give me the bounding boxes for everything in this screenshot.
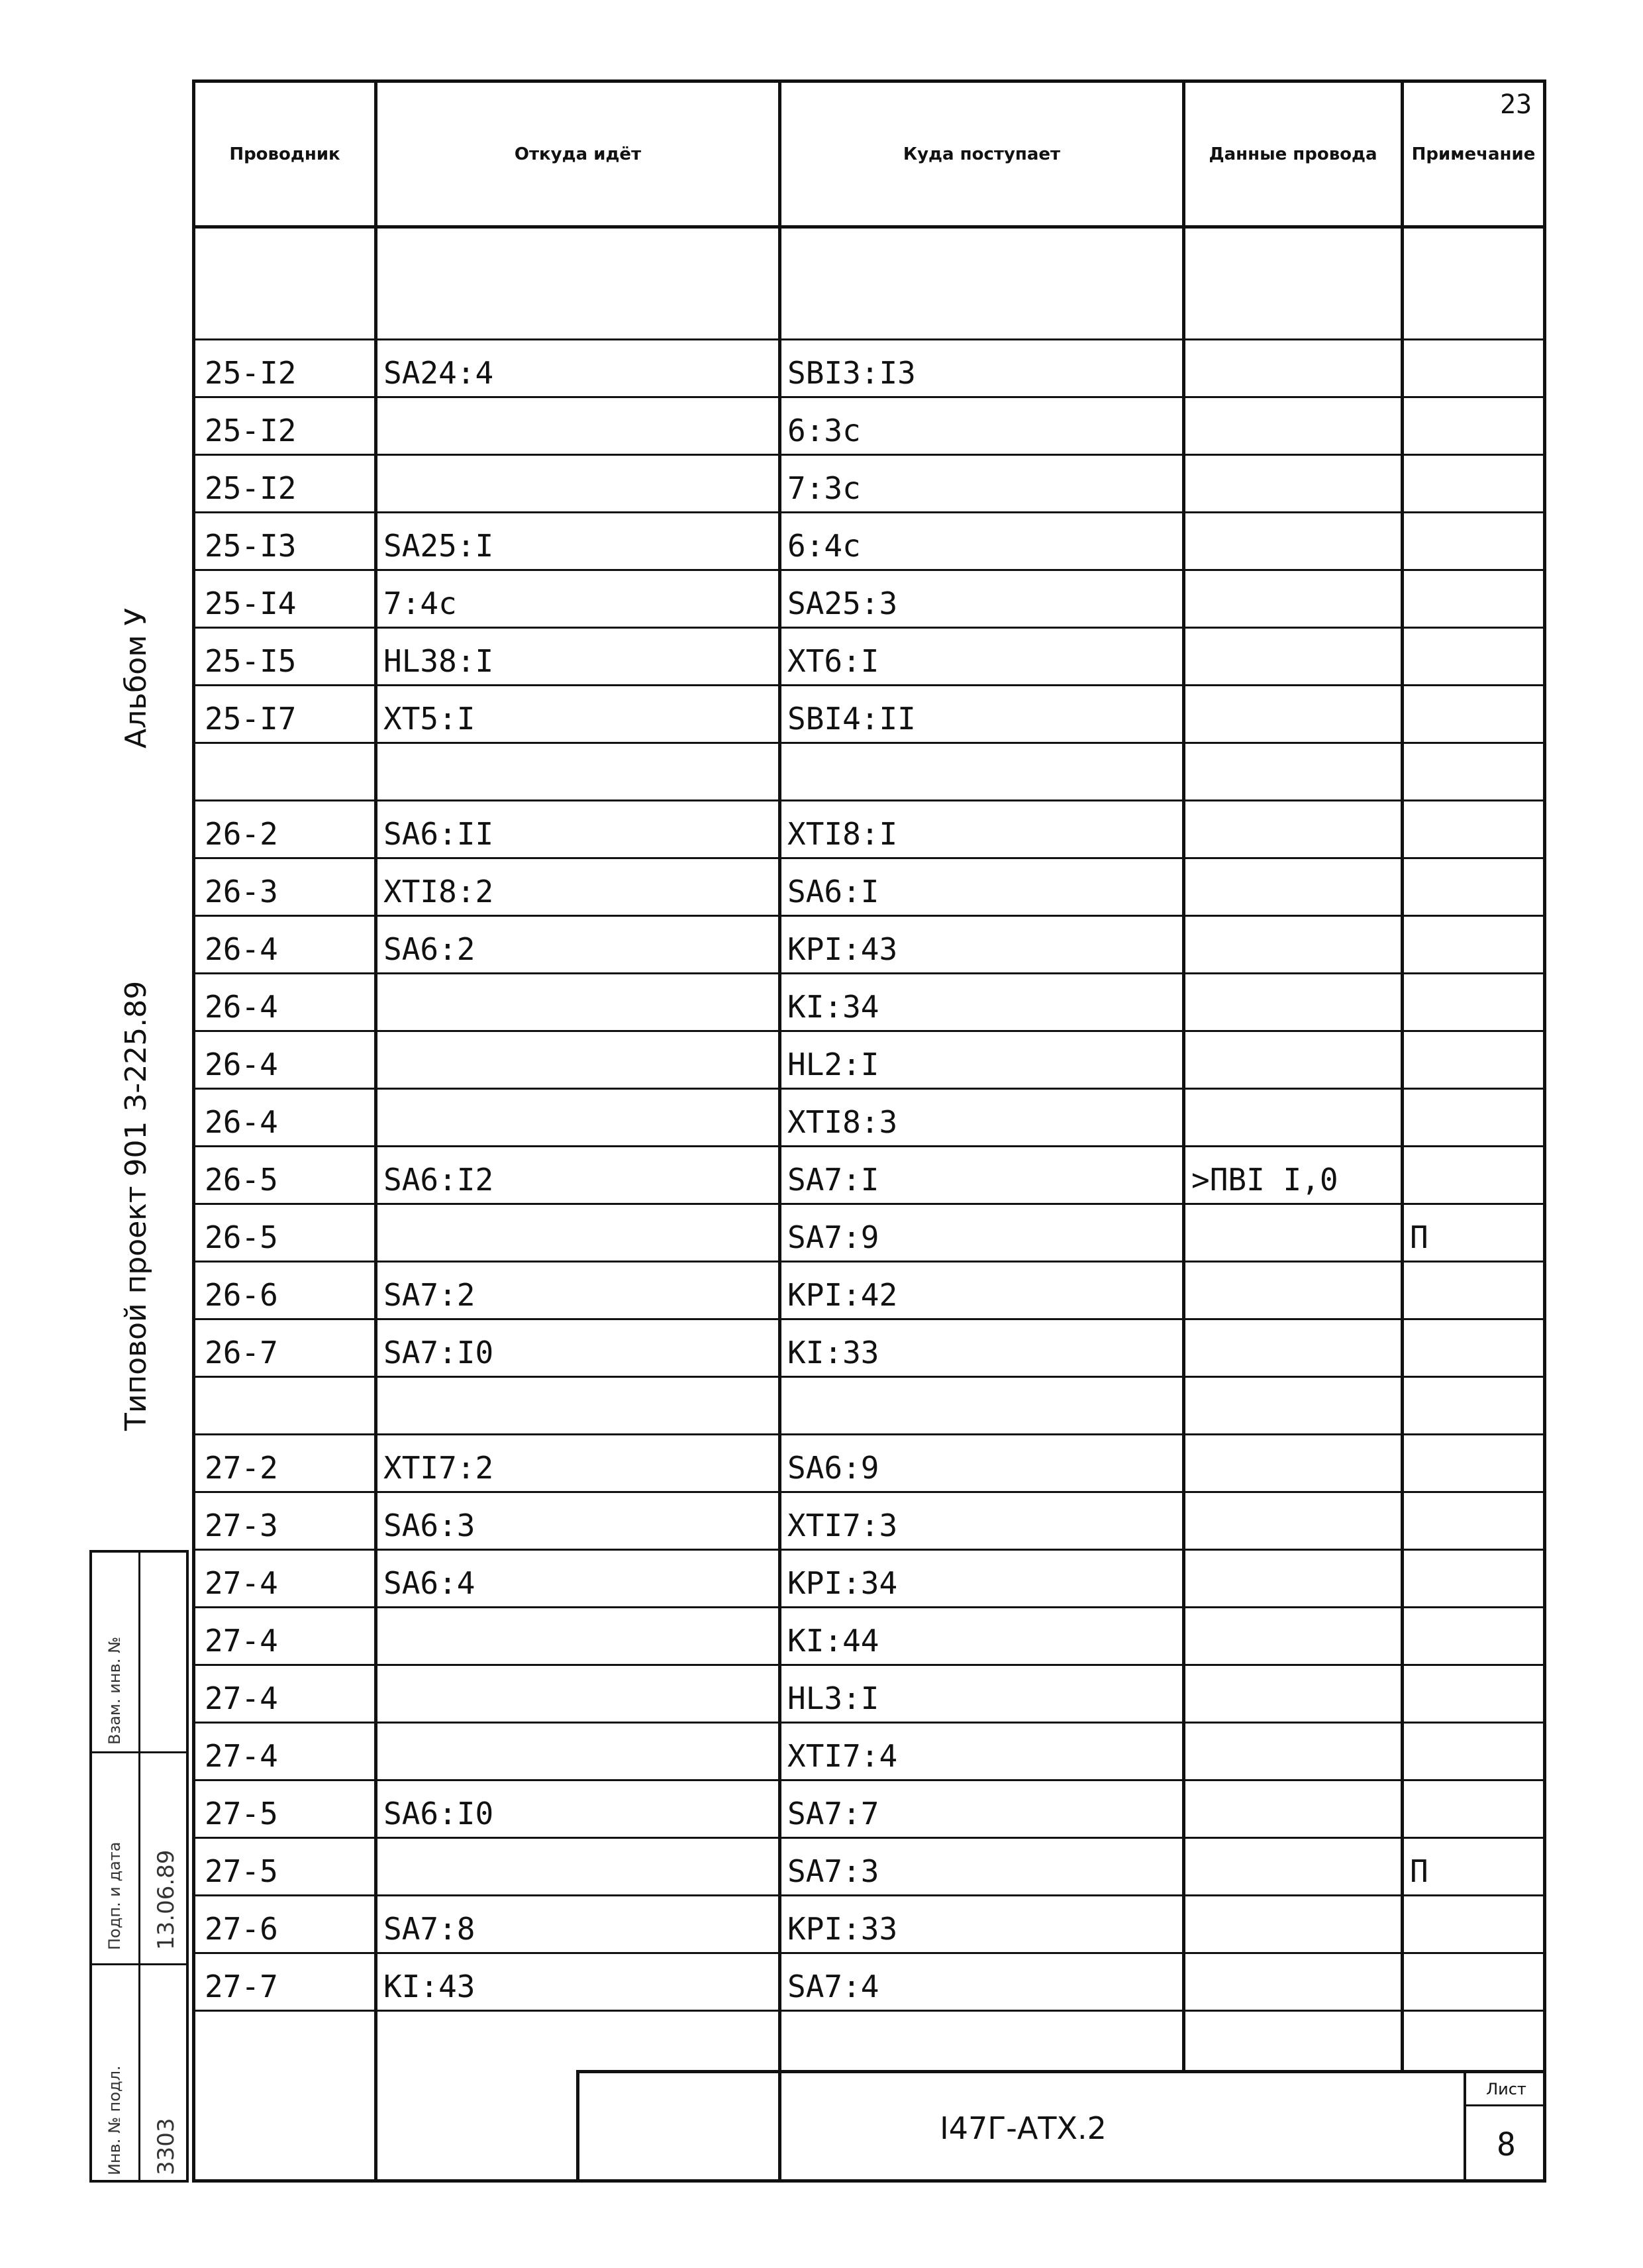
- cell-wire: 26-5: [205, 1219, 278, 1255]
- cell-note: [1401, 571, 1543, 627]
- cell-wire: 27-6: [205, 1911, 278, 1947]
- cell-data: [1182, 571, 1401, 627]
- cell-from: SA7:I0: [383, 1335, 494, 1370]
- cell-from: XTI8:2: [383, 874, 494, 909]
- cell-note: [1401, 1896, 1543, 1952]
- cell-wire: 26-4: [205, 1104, 278, 1140]
- cell-to: SA25:3: [787, 586, 898, 621]
- header-wire: Проводник: [195, 83, 377, 225]
- cell-note: [1401, 1320, 1543, 1376]
- cell-note: [1401, 513, 1543, 569]
- cell-wire: 25-I2: [205, 470, 297, 506]
- table-row: [195, 1493, 1543, 1551]
- cell-note: [1401, 801, 1543, 857]
- cell-to: HL3:I: [787, 1680, 879, 1716]
- cell-wire: 26-7: [205, 1335, 278, 1370]
- cell-data: [1182, 917, 1401, 972]
- table-row: [195, 1263, 1543, 1320]
- cell-data: [1182, 686, 1401, 742]
- cell-wire: 26-4: [205, 989, 278, 1025]
- cell-wire: 27-2: [205, 1450, 278, 1486]
- cell-note: [1401, 340, 1543, 396]
- page-number: 23: [1500, 89, 1532, 120]
- cell-from: [374, 1724, 778, 1779]
- cell-note: [1401, 859, 1543, 915]
- cell-to: XTI7:3: [787, 1508, 898, 1543]
- cell-to: XTI7:4: [787, 1738, 898, 1774]
- cell-wire: 26-5: [205, 1162, 278, 1198]
- cell-from: [374, 1839, 778, 1894]
- cell-to: KPI:42: [787, 1277, 898, 1313]
- cell-from: SA6:3: [383, 1508, 475, 1543]
- table-row: [195, 1320, 1543, 1378]
- cell-data: [1182, 1551, 1401, 1606]
- table-row: [195, 1551, 1543, 1608]
- cell-data: [1182, 1666, 1401, 1722]
- cell-data: [1182, 513, 1401, 569]
- cell-wire: 27-4: [205, 1680, 278, 1716]
- cell-from: SA6:4: [383, 1565, 475, 1601]
- cell-to: 6:3c: [787, 413, 861, 448]
- cell-from: SA7:2: [383, 1277, 475, 1313]
- table-row: [195, 340, 1543, 398]
- cell-to: XT6:I: [787, 643, 879, 679]
- table-row: [195, 1378, 1543, 1435]
- cell-data: [1182, 1896, 1401, 1952]
- cell-note: П: [1410, 1219, 1428, 1255]
- cell-wire: 26-3: [205, 874, 278, 909]
- cell-data: [1182, 1839, 1401, 1894]
- cell-from: 7:4c: [383, 586, 457, 621]
- table-row: [195, 801, 1543, 859]
- cell-to: 7:3c: [787, 470, 861, 506]
- project-label: Типовой проект 901 3-225.89: [119, 980, 153, 1431]
- header-data: Данные провода: [1185, 83, 1404, 225]
- cell-wire: [195, 744, 374, 799]
- stamp-divider: [92, 1751, 186, 1753]
- table-row: [195, 1781, 1543, 1839]
- cell-to: KI:34: [787, 989, 879, 1025]
- cell-data: [1182, 1263, 1401, 1318]
- table-row: [195, 398, 1543, 456]
- sheet-label: Лист: [1466, 2073, 1546, 2106]
- table-row: [195, 1205, 1543, 1263]
- cell-note: [1401, 974, 1543, 1030]
- cell-from: SA6:2: [383, 931, 475, 967]
- header-note: Примечание: [1411, 144, 1536, 164]
- stamp-inv-number: 3303: [153, 2118, 179, 2175]
- cell-from: [374, 974, 778, 1030]
- cell-data: [1182, 859, 1401, 915]
- sheet-box: [1464, 2073, 1546, 2183]
- cell-data: [1182, 225, 1401, 338]
- cell-wire: 26-2: [205, 816, 278, 852]
- cell-wire: 25-I4: [205, 586, 297, 621]
- cell-to: XTI8:I: [787, 816, 898, 852]
- cell-from: [374, 1378, 778, 1433]
- table-row: [195, 1666, 1543, 1724]
- cell-to: SA7:I: [787, 1162, 879, 1198]
- cell-to: SA7:9: [787, 1219, 879, 1255]
- cell-from: [374, 456, 778, 511]
- cell-data: [1182, 974, 1401, 1030]
- stamp-sign-label: Подп. и дата: [105, 1841, 124, 1950]
- cell-note: П: [1410, 1853, 1428, 1889]
- cell-to: KI:44: [787, 1623, 879, 1659]
- cell-from: SA7:8: [383, 1911, 475, 1947]
- stamp-divider: [92, 1963, 186, 1965]
- cell-data: [1182, 1493, 1401, 1549]
- cell-note: [1401, 744, 1543, 799]
- cell-data: [1182, 1954, 1401, 2010]
- title-block: [576, 2070, 1546, 2183]
- sheet-number: 8: [1497, 2126, 1516, 2163]
- column-divider: [1182, 225, 1185, 2073]
- cell-data: [1182, 456, 1401, 511]
- cell-note: [1401, 1666, 1543, 1722]
- cell-from: [374, 1205, 778, 1261]
- table-row: [195, 686, 1543, 744]
- cell-from: [374, 225, 778, 338]
- cell-from: [374, 1032, 778, 1088]
- table-row: [195, 1435, 1543, 1493]
- cell-data: [1182, 1032, 1401, 1088]
- cell-note: [1401, 1493, 1543, 1549]
- cell-wire: 26-6: [205, 1277, 278, 1313]
- cell-note: [1401, 456, 1543, 511]
- cell-from: XTI7:2: [383, 1450, 494, 1486]
- cell-note: [1401, 1724, 1543, 1779]
- cell-data: [1182, 1435, 1401, 1491]
- cell-from: XT5:I: [383, 701, 475, 737]
- cell-wire: [195, 1378, 374, 1433]
- cell-wire: 25-I5: [205, 643, 297, 679]
- cell-to: [778, 744, 1182, 799]
- cell-to: SBI3:I3: [787, 355, 916, 391]
- cell-from: SA24:4: [383, 355, 494, 391]
- approval-stamp: [89, 1550, 189, 2183]
- cell-to: KI:33: [787, 1335, 879, 1370]
- table-row: [195, 571, 1543, 629]
- cell-data: [1182, 340, 1401, 396]
- cell-wire: 25-I2: [205, 355, 297, 391]
- cell-to: KPI:33: [787, 1911, 898, 1947]
- table-row: [195, 513, 1543, 571]
- cell-note: [1401, 1032, 1543, 1088]
- cell-data: [1182, 398, 1401, 454]
- cell-data: >ПВI I,0: [1191, 1162, 1338, 1198]
- cell-from: [374, 744, 778, 799]
- cell-note: [1401, 398, 1543, 454]
- cell-to: SA7:4: [787, 1969, 879, 2004]
- table-row: [195, 917, 1543, 974]
- table-row: [195, 1896, 1543, 1954]
- cell-wire: 27-5: [205, 1796, 278, 1831]
- cell-from: [374, 1666, 778, 1722]
- cell-note: [1401, 1090, 1543, 1145]
- stamp-divider: [138, 1553, 140, 2180]
- cell-from: HL38:I: [383, 643, 494, 679]
- cell-note: [1401, 1263, 1543, 1318]
- cell-data: [1182, 1781, 1401, 1837]
- cell-wire: 27-4: [205, 1623, 278, 1659]
- header-to: Куда поступает: [781, 83, 1185, 225]
- stamp-sign-date: 13.06.89: [153, 1849, 179, 1950]
- cell-wire: [195, 225, 374, 338]
- cell-from: KI:43: [383, 1969, 475, 2004]
- cell-note: [1401, 1147, 1543, 1203]
- cell-note: [1401, 1551, 1543, 1606]
- cell-data: [1182, 1205, 1401, 1261]
- wiring-table: [192, 79, 1546, 2183]
- cell-note: [1401, 225, 1543, 338]
- column-divider: [778, 225, 781, 2183]
- cell-data: [1182, 1090, 1401, 1145]
- cell-data: [1182, 1320, 1401, 1376]
- cell-data: [1182, 801, 1401, 857]
- cell-note: [1401, 1608, 1543, 1664]
- cell-to: XTI8:3: [787, 1104, 898, 1140]
- cell-note: [1401, 686, 1543, 742]
- table-row: [195, 1954, 1543, 2012]
- cell-from: [374, 398, 778, 454]
- table-row: [195, 629, 1543, 686]
- cell-note: [1401, 1435, 1543, 1491]
- cell-to: SBI4:II: [787, 701, 916, 737]
- table-row: [195, 859, 1543, 917]
- cell-wire: 26-4: [205, 1047, 278, 1082]
- cell-wire: 27-3: [205, 1508, 278, 1543]
- album-label: Альбом У: [119, 607, 153, 748]
- stamp-replace-label: Взам. инв. №: [105, 1637, 124, 1745]
- table-row: [195, 1724, 1543, 1781]
- cell-to: KPI:43: [787, 931, 898, 967]
- table-row: [195, 744, 1543, 801]
- cell-to: [778, 225, 1182, 338]
- cell-from: [374, 1608, 778, 1664]
- table-row: [195, 456, 1543, 513]
- cell-to: KPI:34: [787, 1565, 898, 1601]
- table-row: [195, 1032, 1543, 1090]
- table-row: [195, 1147, 1543, 1205]
- cell-from: [374, 1090, 778, 1145]
- table-row: [195, 1090, 1543, 1147]
- cell-to: SA7:3: [787, 1853, 879, 1889]
- cell-from: SA6:II: [383, 816, 494, 852]
- cell-to: SA6:I: [787, 874, 879, 909]
- stamp-inv-label: Инв. № подл.: [105, 2065, 124, 2175]
- cell-wire: 27-5: [205, 1853, 278, 1889]
- header-from: Откуда идёт: [377, 83, 781, 225]
- cell-data: [1182, 1724, 1401, 1779]
- cell-wire: 27-4: [205, 1738, 278, 1774]
- cell-data: [1182, 1608, 1401, 1664]
- table-row: [195, 225, 1543, 340]
- document-code: I47Г-АТХ.2: [940, 2110, 1107, 2146]
- table-row: [195, 1608, 1543, 1666]
- cell-wire: 27-4: [205, 1565, 278, 1601]
- cell-wire: 25-I7: [205, 701, 297, 737]
- cell-to: [778, 1378, 1182, 1433]
- cell-wire: 25-I3: [205, 528, 297, 564]
- cell-wire: 26-4: [205, 931, 278, 967]
- cell-data: [1182, 629, 1401, 684]
- cell-from: SA6:I0: [383, 1796, 494, 1831]
- cell-to: SA7:7: [787, 1796, 879, 1831]
- cell-to: 6:4c: [787, 528, 861, 564]
- cell-note: [1401, 1781, 1543, 1837]
- cell-note: [1401, 917, 1543, 972]
- cell-data: [1182, 744, 1401, 799]
- table-row: [195, 974, 1543, 1032]
- cell-wire: 25-I2: [205, 413, 297, 448]
- cell-from: SA6:I2: [383, 1162, 494, 1198]
- cell-from: SA25:I: [383, 528, 494, 564]
- cell-data: [1182, 1378, 1401, 1433]
- cell-to: HL2:I: [787, 1047, 879, 1082]
- cell-wire: 27-7: [205, 1969, 278, 2004]
- cell-note: [1401, 1378, 1543, 1433]
- cell-note: [1401, 1954, 1543, 2010]
- table-row: [195, 1839, 1543, 1896]
- cell-to: SA6:9: [787, 1450, 879, 1486]
- column-divider: [1401, 225, 1404, 2073]
- column-divider: [374, 225, 377, 2183]
- cell-note: [1401, 629, 1543, 684]
